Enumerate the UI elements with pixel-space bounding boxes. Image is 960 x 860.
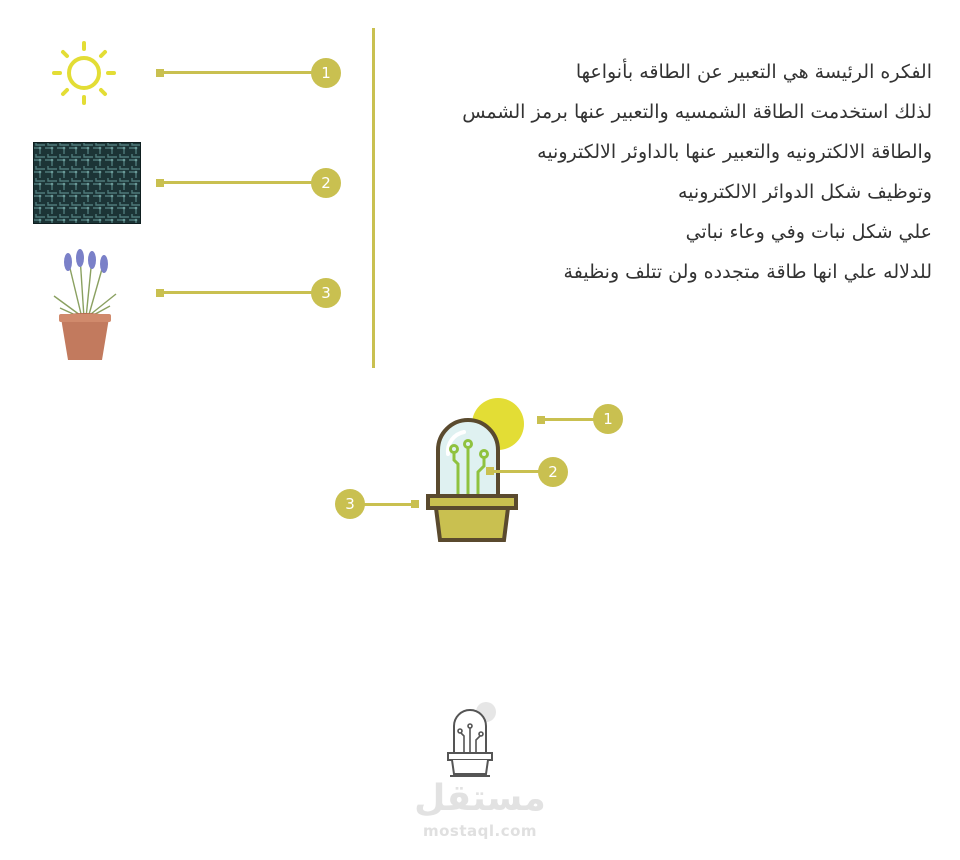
- logo-callout-badge-3: 3: [335, 489, 365, 519]
- potted-plant-icon: [44, 248, 126, 366]
- description-line-3: والطاقة الالكترونيه والتعبير عنها بالداوئر الالكترونيه: [537, 141, 932, 163]
- logo-callout-line-3: [363, 503, 415, 506]
- description-line-5: علي شكل نبات وفي وعاء نباتي: [685, 221, 932, 243]
- logo-callout-line-2: [490, 470, 542, 473]
- logo-callout-dot-3: [411, 500, 419, 508]
- description-text: [380, 52, 932, 292]
- brand-watermark-arabic: مستقل: [414, 778, 546, 819]
- logo-callout-line-1: [541, 418, 597, 421]
- legend-connector-line-2: [160, 181, 320, 184]
- legend-connector-line-3: [160, 291, 320, 294]
- description-line-2: لذلك استخدمت الطاقة الشمسيه والتعبير عنها برمز الشمس: [462, 101, 932, 123]
- sun-icon: [48, 40, 120, 106]
- legend-badge-3: 3: [311, 278, 341, 308]
- logo-callout-badge-1: 1: [593, 404, 623, 434]
- legend-connector-line-1: [160, 71, 320, 74]
- vertical-divider: [372, 28, 375, 368]
- legend-badge-1: 1: [311, 58, 341, 88]
- logo-outline-icon: [440, 698, 500, 780]
- description-line-1: الفكره الرئيسة هي التعبير عن الطاقه بأنواعها: [575, 61, 932, 83]
- logo-callout-badge-2: 2: [538, 457, 568, 487]
- legend-badge-2: 2: [311, 168, 341, 198]
- brand-watermark-latin: mostaql.com: [422, 822, 538, 840]
- description-line-4: وتوظيف شكل الدوائر الالكترونيه: [678, 181, 932, 203]
- description-line-6: للدلاله علي انها طاقة متجدده ولن تتلف ونظيفة: [563, 261, 932, 283]
- circuit-board-icon: [33, 142, 141, 224]
